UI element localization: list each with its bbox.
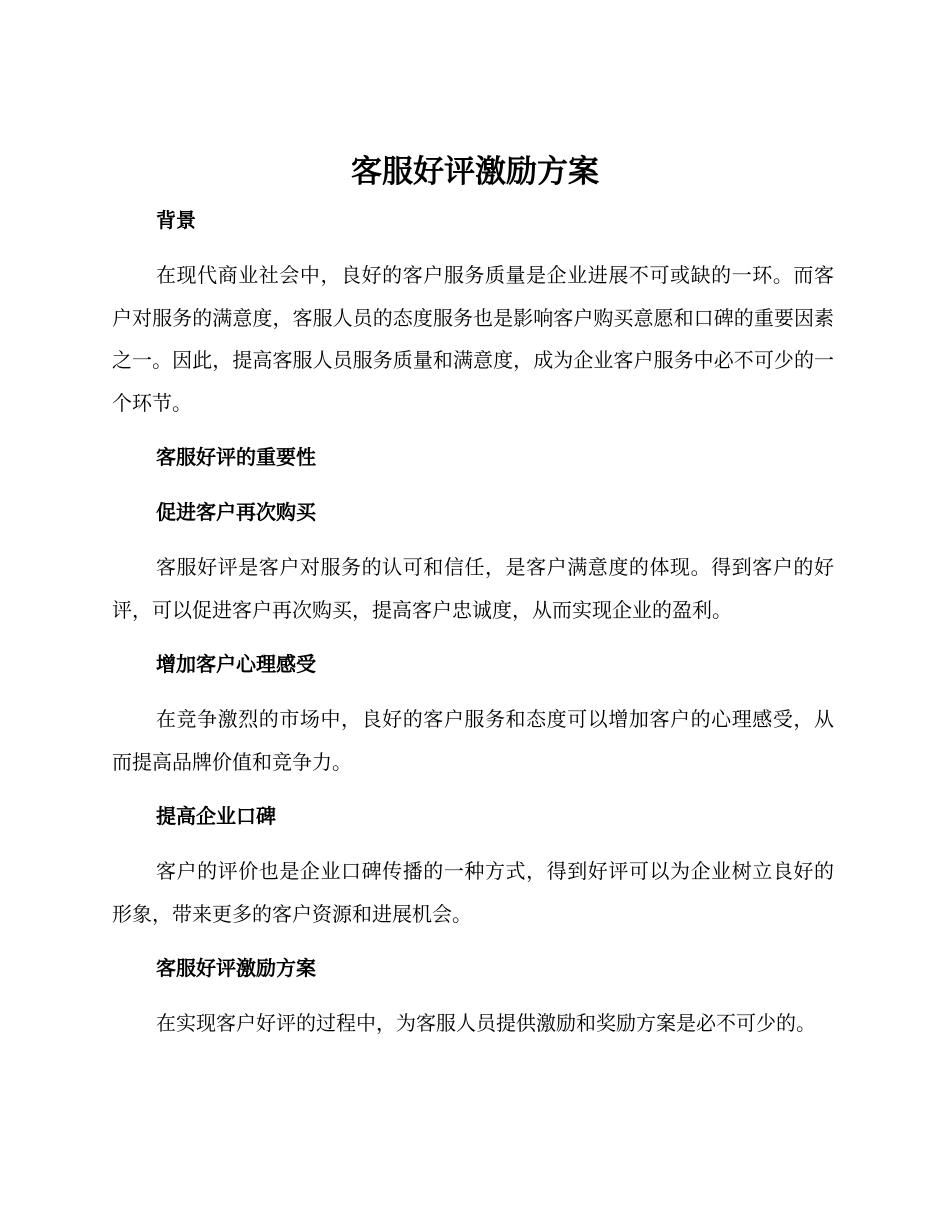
paragraph-psychology: 在竞争激烈的市场中，良好的客户服务和态度可以增加客户的心理感受，从而提高品牌价值和竞争力。: [112, 707, 834, 774]
section-heading-importance: 客服好评的重要性: [156, 445, 316, 469]
paragraph-incentive-plan: 在实现客户好评的过程中，为客服人员提供激励和奖励方案是必不可少的。: [156, 1011, 816, 1035]
subheading-psychology: 增加客户心理感受: [156, 652, 316, 676]
subheading-repurchase: 促进客户再次购买: [156, 500, 316, 524]
section-heading-background: 背景: [156, 208, 196, 232]
paragraph-reputation: 客户的评价也是企业口碑传播的一种方式，得到好评可以为企业树立良好的形象，带来更多的客户资源和进展机会。: [112, 859, 834, 926]
subheading-reputation: 提高企业口碑: [156, 804, 276, 828]
paragraph-repurchase: 客服好评是客户对服务的认可和信任，是客户满意度的体现。得到客户的好评，可以促进客户再次购买，提高客户忠诚度，从而实现企业的盈利。: [112, 555, 834, 622]
section-heading-incentive-plan: 客服好评激励方案: [156, 956, 316, 980]
document-title: 客服好评激励方案: [351, 154, 599, 190]
paragraph-background: 在现代商业社会中，良好的客户服务质量是企业进展不可或缺的一环。而客户对服务的满意度，客服人员的态度服务也是影响客户购买意愿和口碑的重要因素之一。因此，提高客服人员服务质量和满意度，成为企业客户服务中必不可少的一个环节。: [112, 263, 834, 415]
